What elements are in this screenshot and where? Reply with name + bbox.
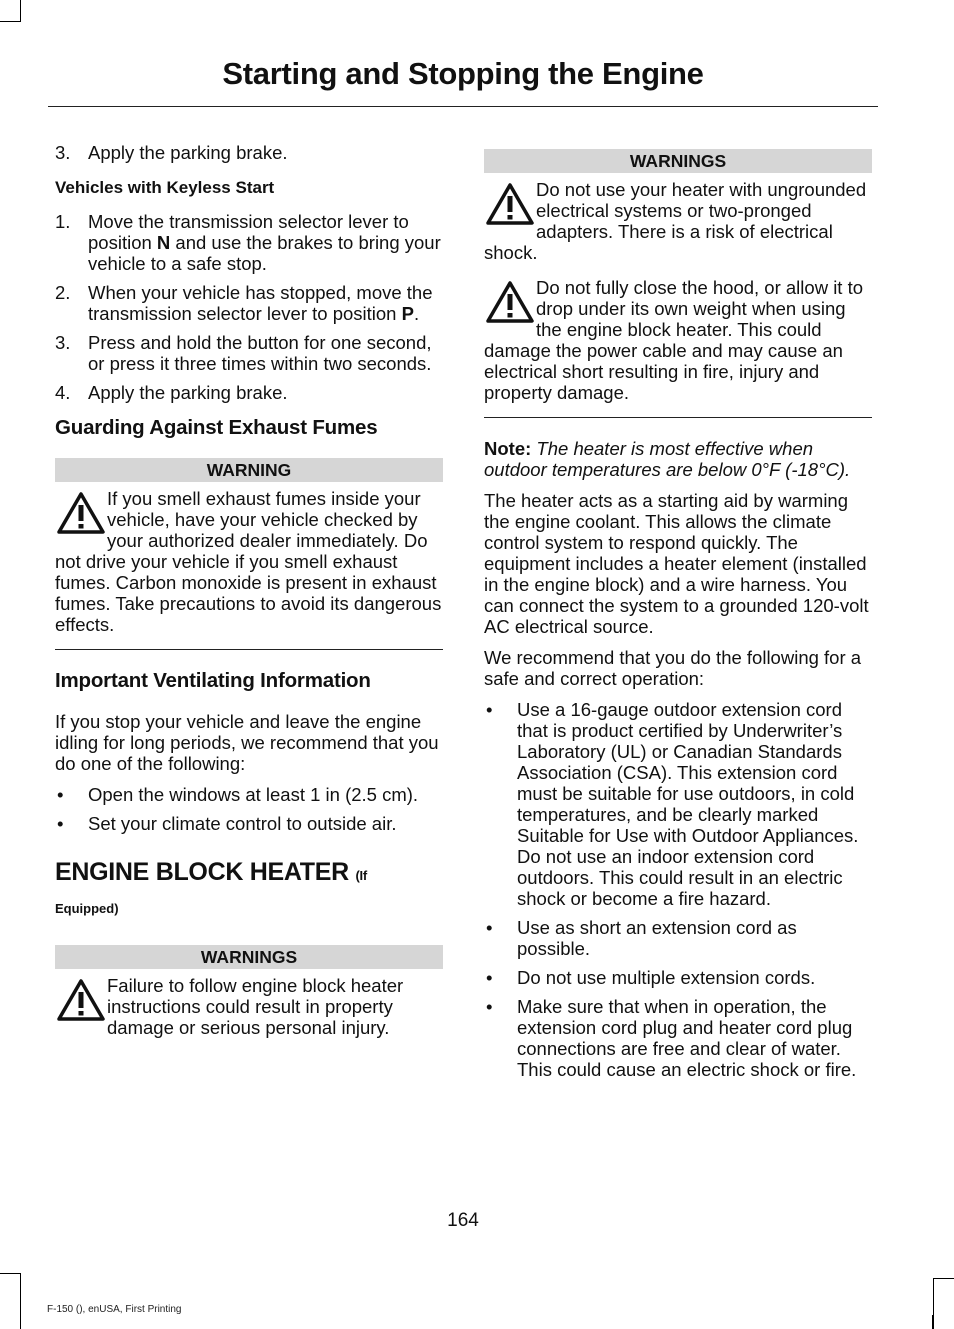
crop-mark — [933, 1278, 954, 1279]
list-item — [484, 967, 872, 988]
warning-block — [484, 179, 872, 263]
bullet: • — [486, 917, 493, 938]
list-text: Apply the parking brake. — [88, 382, 288, 403]
warning-bar: WARNING — [55, 458, 443, 482]
warning-block — [484, 277, 872, 403]
bullet: • — [57, 813, 64, 834]
bullet: • — [486, 967, 493, 988]
list-item — [55, 282, 443, 324]
page-title: Starting and Stopping the Engine — [222, 56, 704, 91]
warning-block — [55, 975, 443, 1038]
footer-text: F-150 (), enUSA, First Printing — [47, 1304, 182, 1315]
warning-text: If you smell exhaust fumes inside your vehicle, have your vehicle checked by your authorized dealer immediately. Do not drive your vehicle if you smell exhaust fumes. Carbon monoxide is present in exhaust fumes. Take precautions to avoid its dangerous effects. — [55, 488, 442, 635]
title-rule — [48, 106, 878, 107]
heater-paragraph: The heater acts as a starting aid by warming the engine coolant. This allows the climate control system to respond quickly. The equipment includes a heater element (installed in the engine block) and a wire harness. You can connect the system to a grounded 120-volt AC electrical source. — [484, 490, 869, 637]
list-number: 4. — [55, 382, 71, 403]
engine-block-heater-heading: ENGINE BLOCK HEATER (If — [55, 858, 367, 886]
list-item — [55, 784, 443, 805]
warning-triangle-icon — [484, 181, 536, 227]
list-text: Do not use multiple extension cords. — [517, 967, 816, 988]
list-item — [55, 382, 443, 403]
list-item — [55, 332, 443, 374]
warning-bar: WARNINGS — [484, 149, 872, 173]
right-column — [484, 149, 872, 1088]
bullet: • — [486, 996, 493, 1017]
note-label: Note: — [484, 438, 532, 459]
list-text: Make sure that when in operation, the extension cord plug and heater cord plug connections are free and clear of water. This could cause an electric shock or fire. — [517, 996, 857, 1080]
crop-mark — [932, 1315, 933, 1329]
list-text: Move the transmission selector lever to position N and use the brakes to bring your vehicle to a safe stop. — [88, 211, 441, 274]
list-item — [484, 917, 872, 959]
recommend-paragraph: We recommend that you do the following for a safe and correct operation: — [484, 647, 862, 689]
warning-rule — [484, 417, 872, 418]
warning-rule — [55, 649, 443, 650]
crop-mark — [933, 1278, 934, 1329]
list-text: Apply the parking brake. — [88, 142, 288, 163]
warning-text: Failure to follow engine block heater instructions could result in property damage or serious personal injury. — [107, 975, 404, 1038]
crop-mark — [20, 0, 21, 22]
warning-text: Do not fully close the hood, or allow it to drop under its own weight when using the engine block heater. This could damage the power cable and may cause an electrical short resulting in fire, injury and property damage. — [484, 277, 864, 403]
warning-triangle-icon — [484, 279, 536, 325]
list-item — [55, 813, 443, 834]
ventilating-paragraph: If you stop your vehicle and leave the engine idling for long periods, we recommend that you do one of the following: — [55, 711, 439, 774]
warning-triangle-icon — [55, 977, 107, 1023]
crop-mark — [0, 21, 21, 22]
list-item — [484, 699, 872, 909]
list-item — [55, 211, 443, 274]
ventilating-heading: Important Ventilating Information — [55, 669, 371, 692]
crop-mark — [20, 1273, 21, 1329]
list-number: 2. — [55, 282, 71, 303]
engine-block-heater-heading-tail: Equipped) — [55, 901, 119, 916]
note-paragraph — [484, 438, 872, 480]
warning-text: Do not use your heater with ungrounded electrical systems or two-pronged adapters. There is a risk of electrical shock. — [484, 179, 867, 263]
list-item — [55, 142, 443, 163]
warning-bar: WARNINGS — [55, 945, 443, 969]
crop-mark — [0, 1273, 21, 1274]
exhaust-heading: Guarding Against Exhaust Fumes — [55, 416, 378, 439]
page-number: 164 — [447, 1210, 479, 1231]
list-text: Use as short an extension cord as possible. — [517, 917, 797, 959]
bullet: • — [486, 699, 493, 720]
warning-block — [55, 488, 443, 635]
list-number: 3. — [55, 142, 71, 163]
list-number: 1. — [55, 211, 71, 232]
list-item — [484, 996, 872, 1080]
bullet: • — [57, 784, 64, 805]
note-text: The heater is most effective when outdoor temperatures are below 0°F (-18°C). — [484, 438, 851, 480]
warning-triangle-icon — [55, 490, 107, 536]
left-column — [55, 142, 443, 1052]
list-text: Set your climate control to outside air. — [88, 813, 397, 834]
keyless-heading: Vehicles with Keyless Start — [55, 178, 275, 197]
list-text: Open the windows at least 1 in (2.5 cm). — [88, 784, 419, 805]
list-text: When your vehicle has stopped, move the transmission selector lever to position P. — [88, 282, 433, 324]
list-text: Press and hold the button for one second, or press it three times within two seconds. — [88, 332, 432, 374]
list-number: 3. — [55, 332, 71, 353]
list-text: Use a 16-gauge outdoor extension cord that is product certified by Underwriter’s Laboratory (UL) or Canadian Standards Association (CSA). This extension cord must be suitable for use outdoors, in cold temperatures, and be clearly marked Suitable for Use with Outdoor Appliances. Do not use an indoor extension cord outdoors. This could result in an electric shock or become a fire hazard. — [517, 699, 859, 909]
